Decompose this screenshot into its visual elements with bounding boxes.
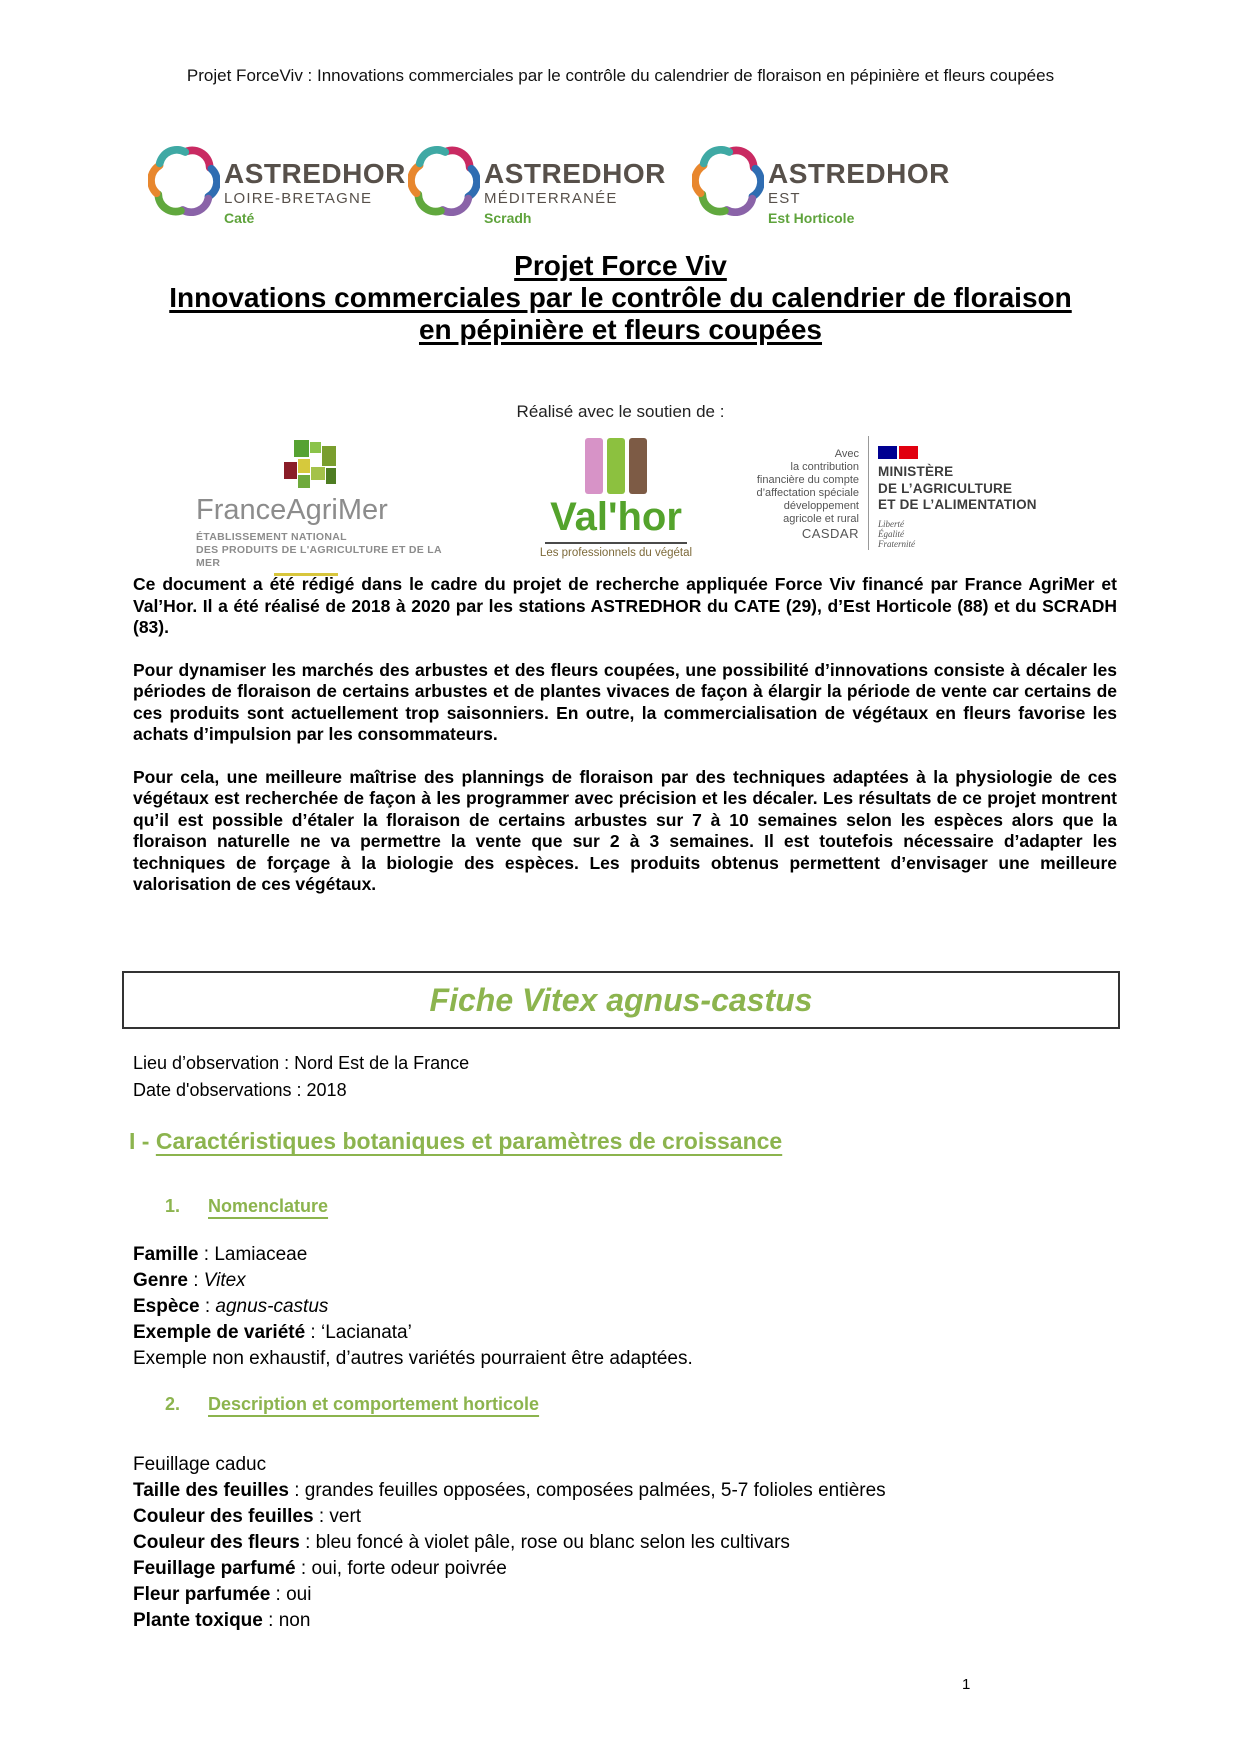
- ministere-divider: [868, 436, 869, 550]
- couleur-fleurs-line: Couleur des fleurs : bleu foncé à violet pâle, rose ou blanc selon les cultivars: [133, 1532, 790, 1553]
- intro-paragraphs: [133, 574, 1117, 917]
- fleur-parfumee-line: Fleur parfumée : oui: [133, 1584, 312, 1605]
- subsection-1-nomenclature: 1. Nomenclature: [165, 1196, 329, 1216]
- observation-date: Date d'observations : 2018: [133, 1080, 347, 1100]
- couleur-feuilles-line: Couleur des feuilles : vert: [133, 1506, 362, 1527]
- document-title-line1: Projet Force Viv: [514, 250, 727, 281]
- astredhor-region: MÉDITERRANÉE: [484, 190, 618, 207]
- observation-place: Lieu d’observation : Nord Est de la France: [133, 1053, 470, 1073]
- famille-line: Famille : Lamiaceae: [133, 1244, 308, 1265]
- ministere-name-2: DE L’AGRICULTURE: [878, 480, 1013, 496]
- section-1-heading: I - Caractéristiques botaniques et paramètres de croissance: [129, 1128, 783, 1154]
- astredhor-brand: ASTREDHOR: [768, 158, 950, 189]
- astredhor-logo-mediterranee: [408, 140, 666, 226]
- fiche-title: Fiche Vitex agnus-castus: [429, 981, 813, 1018]
- feuillage-parfume-line: Feuillage parfumé : oui, forte odeur poivrée: [133, 1558, 507, 1579]
- astredhor-logo-loire-bretagne: [148, 140, 406, 226]
- support-intro: Réalisé avec le soutien de :: [516, 402, 725, 421]
- page-number: 1: [962, 1676, 971, 1693]
- ministere-name-3: ET DE L’ALIMENTATION: [878, 497, 1037, 512]
- description-block: [133, 1452, 886, 1634]
- espece-line: Espèce : agnus-castus: [133, 1296, 329, 1317]
- franceagrimer-tagline-2: DES PRODUITS DE L'AGRICULTURE ET DE LA MER: [196, 544, 442, 569]
- paragraph-2: Pour dynamiser les marchés des arbustes et des fleurs coupées, une possibilité d’innovations consiste à décaler les périodes de floraison de certains arbustes et de plantes vivaces de façon à élargir la période de vente car certains de ces produits sont actuellement trop saisonniers. En outre, la commercialisation de végétaux en fleurs favorise les achats d’impulsion par les consommateurs.: [133, 659, 1117, 744]
- variete-note: Exemple non exhaustif, d’autres variétés pourraient être adaptées.: [133, 1348, 693, 1369]
- paragraph-1: Ce document a été rédigé dans le cadre du projet de recherche appliquée Force Viv financé par France AgriMer et Val’Hor. Il a été réalisé de 2018 à 2020 par les stations ASTREDHOR du CATE (29), d’Est Horticole (88) et du SCRADH (83).: [133, 574, 1117, 637]
- casdar-contribution-text: Avec la contribution financière du compte d’affectation spéciale développement agricole et rural CASDAR: [733, 436, 859, 550]
- plante-toxique-line: Plante toxique : non: [133, 1610, 311, 1631]
- ministere-name-1: MINISTÈRE: [878, 464, 954, 479]
- casdar-label: CASDAR: [801, 526, 859, 541]
- document-title-line2: Innovations commerciales par le contrôle du calendrier de floraison: [169, 282, 1072, 313]
- ministere-logo: [733, 436, 1037, 550]
- valhor-logo: [536, 438, 696, 559]
- valhor-tagline: Les professionnels du végétal: [539, 547, 693, 559]
- valhor-rule: [545, 542, 687, 544]
- astredhor-station: Est Horticole: [768, 210, 855, 226]
- fiche-title-box: [122, 971, 1120, 1029]
- french-flag-icon: [878, 446, 1037, 459]
- valhor-name: Val'hor: [550, 495, 682, 539]
- astredhor-flower-icon: [408, 140, 480, 222]
- feuillage-line: Feuillage caduc: [133, 1454, 267, 1475]
- franceagrimer-tagline-1: ÉTABLISSEMENT NATIONAL: [196, 531, 347, 543]
- observation-block: [133, 1050, 469, 1104]
- document-title: [0, 250, 1241, 346]
- ministere-motto: Liberté Égalité Fraternité: [878, 518, 915, 549]
- paragraph-3: Pour cela, une meilleure maîtrise des plannings de floraison par des techniques adaptées à la physiologie de ces végétaux est recherchée de façon à les programmer avec précision et les décaler. Les résultats de ce projet montrent qu’il est possible d’étaler la floraison de certains arbustes sur 7 à 10 semaines selon les espèces alors que la floraison naturelle ne va permettre la vente que sur 2 à 3 semaines. Il est toutefois nécessaire d’adapter les techniques de forçage à la biologie des espèces. Les produits obtenus permettent d’envisager une meilleure valorisation de ces végétaux.: [133, 766, 1117, 894]
- astredhor-brand: ASTREDHOR: [224, 158, 406, 189]
- taille-feuilles-line: Taille des feuilles : grandes feuilles opposées, composées palmées, 5-7 folioles entières: [133, 1480, 886, 1501]
- subsection-2-description: 2. Description et comportement horticole: [165, 1394, 540, 1414]
- astredhor-station: Scradh: [484, 210, 532, 226]
- astredhor-flower-icon: [692, 140, 764, 222]
- franceagrimer-logo: [196, 440, 466, 576]
- astredhor-region: LOIRE-BRETAGNE: [224, 190, 373, 207]
- astredhor-station: Caté: [224, 210, 255, 226]
- astredhor-logo-est: [692, 140, 950, 226]
- astredhor-brand: ASTREDHOR: [484, 158, 666, 189]
- nomenclature-block: [133, 1242, 693, 1372]
- astredhor-flower-icon: [148, 140, 220, 222]
- franceagrimer-mosaic-icon: [274, 440, 354, 492]
- document-title-line3: en pépinière et fleurs coupées: [418, 314, 823, 345]
- genre-line: Genre : Vitex: [133, 1270, 246, 1291]
- franceagrimer-name: FranceAgriMer: [196, 494, 388, 526]
- running-header: Projet ForceViv : Innovations commerciales par le contrôle du calendrier de floraison en pépinière et fleurs coupées: [186, 66, 1055, 85]
- valhor-bars-icon: [536, 438, 696, 494]
- astredhor-region: EST: [768, 190, 801, 207]
- variete-line: Exemple de variété : ‘Lacianata’: [133, 1322, 412, 1343]
